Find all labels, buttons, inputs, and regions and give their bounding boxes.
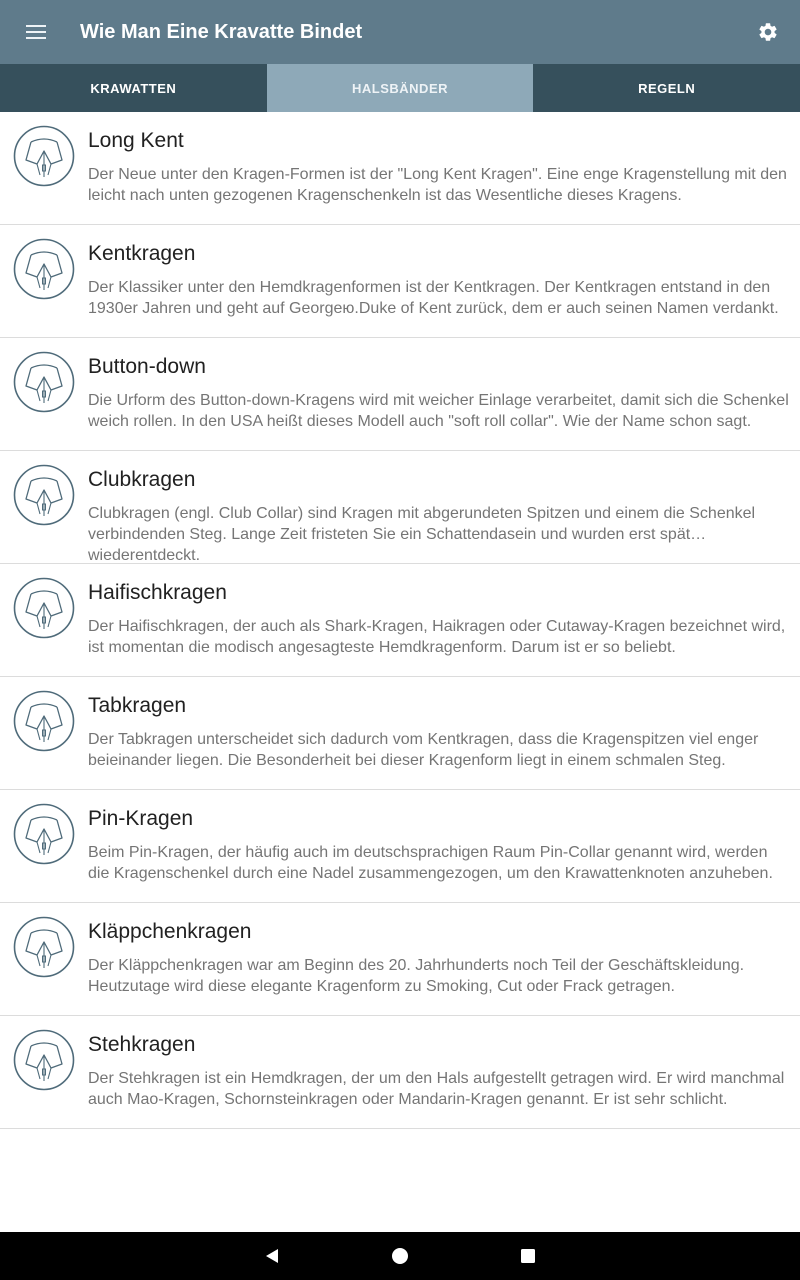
app-bar — [0, 0, 800, 64]
settings-button[interactable] — [736, 0, 800, 64]
item-description: Der Haifischkragen, der auch als Shark-Kragen, Haikragen oder Cutaway-Kragen bezeichnet wird, ist momentan die modisch angesagteste Hemdkragenform. Darum ist er so beliebt. — [88, 618, 786, 656]
item-description: Der Tabkragen unterscheidet sich dadurch vom Kentkragen, dass die Kragenspitzen viel enger beieinander liegen. Die Besonderheit bei dieser Kragenform liegt in einem schmalen Steg. — [88, 731, 759, 769]
collar-icon — [13, 351, 75, 413]
list-item[interactable] — [0, 338, 800, 451]
recents-button[interactable] — [464, 1232, 592, 1280]
home-circle-icon — [391, 1247, 409, 1265]
list-item[interactable] — [0, 677, 800, 790]
item-title: Kentkragen — [88, 242, 196, 265]
item-title: Clubkragen — [88, 468, 196, 491]
item-description: Clubkragen (engl. Club Collar) sind Kragen mit abgerundeten Spitzen und einem die Schenkel verbindenden Steg. Lange Zeit fristeten Sie ein Schattendasein und wurden erst spät wiederentdeckt. — [88, 505, 756, 564]
collar-icon — [13, 690, 75, 752]
back-triangle-icon — [263, 1247, 281, 1265]
collar-icon-wrapper — [13, 238, 75, 300]
recents-square-icon — [520, 1248, 536, 1264]
collar-icon-wrapper — [13, 125, 75, 187]
collar-icon-wrapper — [13, 690, 75, 752]
collar-icon — [13, 125, 75, 187]
collar-icon — [13, 238, 75, 300]
list-item[interactable] — [0, 790, 800, 903]
item-title: Tabkragen — [88, 694, 187, 717]
collar-icon-wrapper — [13, 464, 75, 526]
list-item[interactable] — [0, 1016, 800, 1129]
tab-bar — [0, 64, 800, 112]
item-title: Button-down — [88, 355, 206, 378]
home-button[interactable] — [336, 1232, 464, 1280]
item-description: Der Stehkragen ist ein Hemdkragen, der um den Hals aufgestellt getragen wird. Er wird manchmal auch Mao-Kragen, Schornsteinkragen oder Mandarin-Kragen genannt. Er ist sehr schlicht. — [88, 1070, 785, 1108]
collar-icon — [13, 1029, 75, 1091]
tab-regeln[interactable]: REGELN — [638, 80, 696, 96]
list-item[interactable] — [0, 451, 800, 564]
item-description: Beim Pin-Kragen, der häufig auch im deutschsprachigen Raum Pin-Collar genannt wird, werden die Kragenschenkel durch eine Nadel zusammengezogen, um den Krawattenknoten anzuheben. — [88, 844, 773, 882]
app-title: Wie Man Eine Kravatte Bindet — [80, 20, 363, 43]
menu-button[interactable] — [0, 0, 72, 64]
collar-icon — [13, 916, 75, 978]
tab-krawatten[interactable]: KRAWATTEN — [90, 80, 177, 96]
item-description: Der Neue unter den Kragen-Formen ist der "Long Kent Kragen". Eine enge Kragenstellung mit den leicht nach unten gezogenen Kragenschenkeln ist das Wesentliche dieses Kragens. — [88, 166, 787, 204]
item-title: Long Kent — [88, 129, 184, 152]
list-item[interactable] — [0, 564, 800, 677]
collar-icon — [13, 464, 75, 526]
gear-icon — [757, 21, 779, 43]
list-item[interactable] — [0, 112, 800, 225]
item-title: Pin-Kragen — [88, 807, 194, 830]
collar-icon — [13, 803, 75, 865]
collar-list — [0, 112, 800, 1129]
collar-icon-wrapper — [13, 577, 75, 639]
list-item[interactable] — [0, 225, 800, 338]
collar-icon — [13, 577, 75, 639]
list-item[interactable] — [0, 903, 800, 1016]
item-title: Haifischkragen — [88, 581, 227, 604]
system-navigation-bar — [0, 1232, 800, 1280]
tab-halsbaender[interactable]: HALSBÄNDER — [267, 64, 534, 112]
item-description: Die Urform des Button-down-Kragens wird mit weicher Einlage verarbeitet, damit sich die Schenkel weich rollen. In den USA heißt dieses Modell auch "soft roll collar". Wie der Name schon sagt. — [88, 392, 789, 430]
back-button[interactable] — [208, 1232, 336, 1280]
item-description: Der Kläppchenkragen war am Beginn des 20. Jahrhunderts noch Teil der Geschäftskleidung. Heutzutage wird diese elegante Kragenform zu Smoking, Cut oder Frack getragen. — [88, 957, 745, 995]
collar-icon-wrapper — [13, 803, 75, 865]
item-title: Stehkragen — [88, 1033, 196, 1056]
collar-icon-wrapper — [13, 1029, 75, 1091]
collar-icon-wrapper — [13, 916, 75, 978]
hamburger-menu-icon — [26, 25, 46, 39]
item-description: Der Klassiker unter den Hemdkragenformen ist der Kentkragen. Der Kentkragen entstand in den 1930er Jahren und geht auf Georgeю.Duke of Kent zurück, dem er auch seinen Namen verdankt. — [88, 279, 779, 317]
collar-icon-wrapper — [13, 351, 75, 413]
item-title: Kläppchenkragen — [88, 920, 252, 943]
